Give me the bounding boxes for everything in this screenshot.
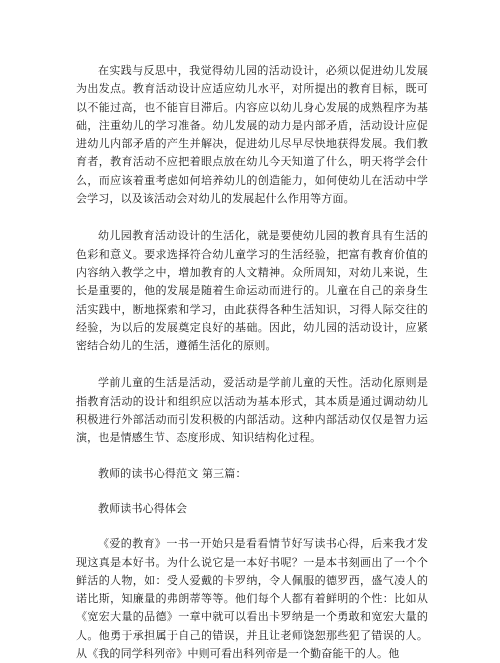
article-title: 教师读书心得体会: [98, 501, 188, 515]
paragraph-spacer: [76, 448, 428, 465]
paragraph-spacer: [76, 355, 428, 374]
paragraph-2: 幼儿园教育活动设计的生活化，就是要使幼儿园的教育具有生活的色彩和意义。要求选择符合幼儿童学习的生活经验，把富有教育价值的内容纳入教学之中，增加教育的人文精神。众所周知，对幼儿来说，生长是重要的，他的发展是随着生命运动而进行的。儿童在自己的亲身生活实践中，断地探索和学习，由此获得各种生活知识，习得人际交往的经验，为以后的发展奠定良好的基础。因此，幼儿园的活动设计，应紧密结合幼儿的生活，遵循生活化的原则。: [76, 229, 428, 353]
document-page: [76, 62, 428, 663]
paragraph-1: 在实践与反思中，我觉得幼儿园的活动设计，必须以促进幼儿发展为出发点。教育活动设计应适应幼儿水平，对所提出的教育目标，既可以不能过高，也不能盲目滞后。内容应以幼儿身心发展的成熟程序为基础，注重幼儿的学习准备。幼儿发展的动力是内部矛盾，活动设计应促进幼儿内部矛盾的产生并解决，促进幼儿尽早尽快地获得发展。我们教育者，教育活动不应把着眼点放在幼儿今天知道了什么，明天将学会什么，而应该着重考虑如何培养幼儿的创造能力，如何使幼儿在活动中学会学习，以及该活动会对幼儿的发展起什么作用等方面。: [76, 64, 428, 206]
paragraph-spacer: [76, 483, 428, 500]
body-paragraph: 《爱的教育》一书一开始只是看看情节好写读书心得，后来我才发现这真是本好书。为什么说它是一本好书呢？一是本书刻画出了一个个鲜活的人物，如：受人爱戴的卡罗纳，令人佩服的德罗西，盛气凌人的诺比斯，知廉量的弗朗蒂等等。他们每个人都有着鲜明的个性：比如从《宽宏大量的品德》一章中就可以看出卡罗纳是一个勇敢和宽宏大量的人。他勇于承担属于自己的错误，并且让老师饶恕那些犯了错误的人。从《我的同学科列帝》中则可看出科列帝是一个勤奋能干的人。他: [76, 537, 428, 661]
paragraph-spacer: [76, 518, 428, 535]
section-title: 教师的读书心得范文 第三篇：: [98, 466, 247, 480]
paragraph-3: 学前儿童的生活是活动，爱活动是学前儿童的天性。活动化原则是指教育活动的设计和组织应以活动为基本形式，其本质是通过调动幼儿积极进行外部活动而引发积极的内部活动。这种内部活动仅仅是智力运演，也是情感生节、态度形成、知识结构化过程。: [76, 376, 428, 445]
paragraph-spacer: [76, 208, 428, 227]
